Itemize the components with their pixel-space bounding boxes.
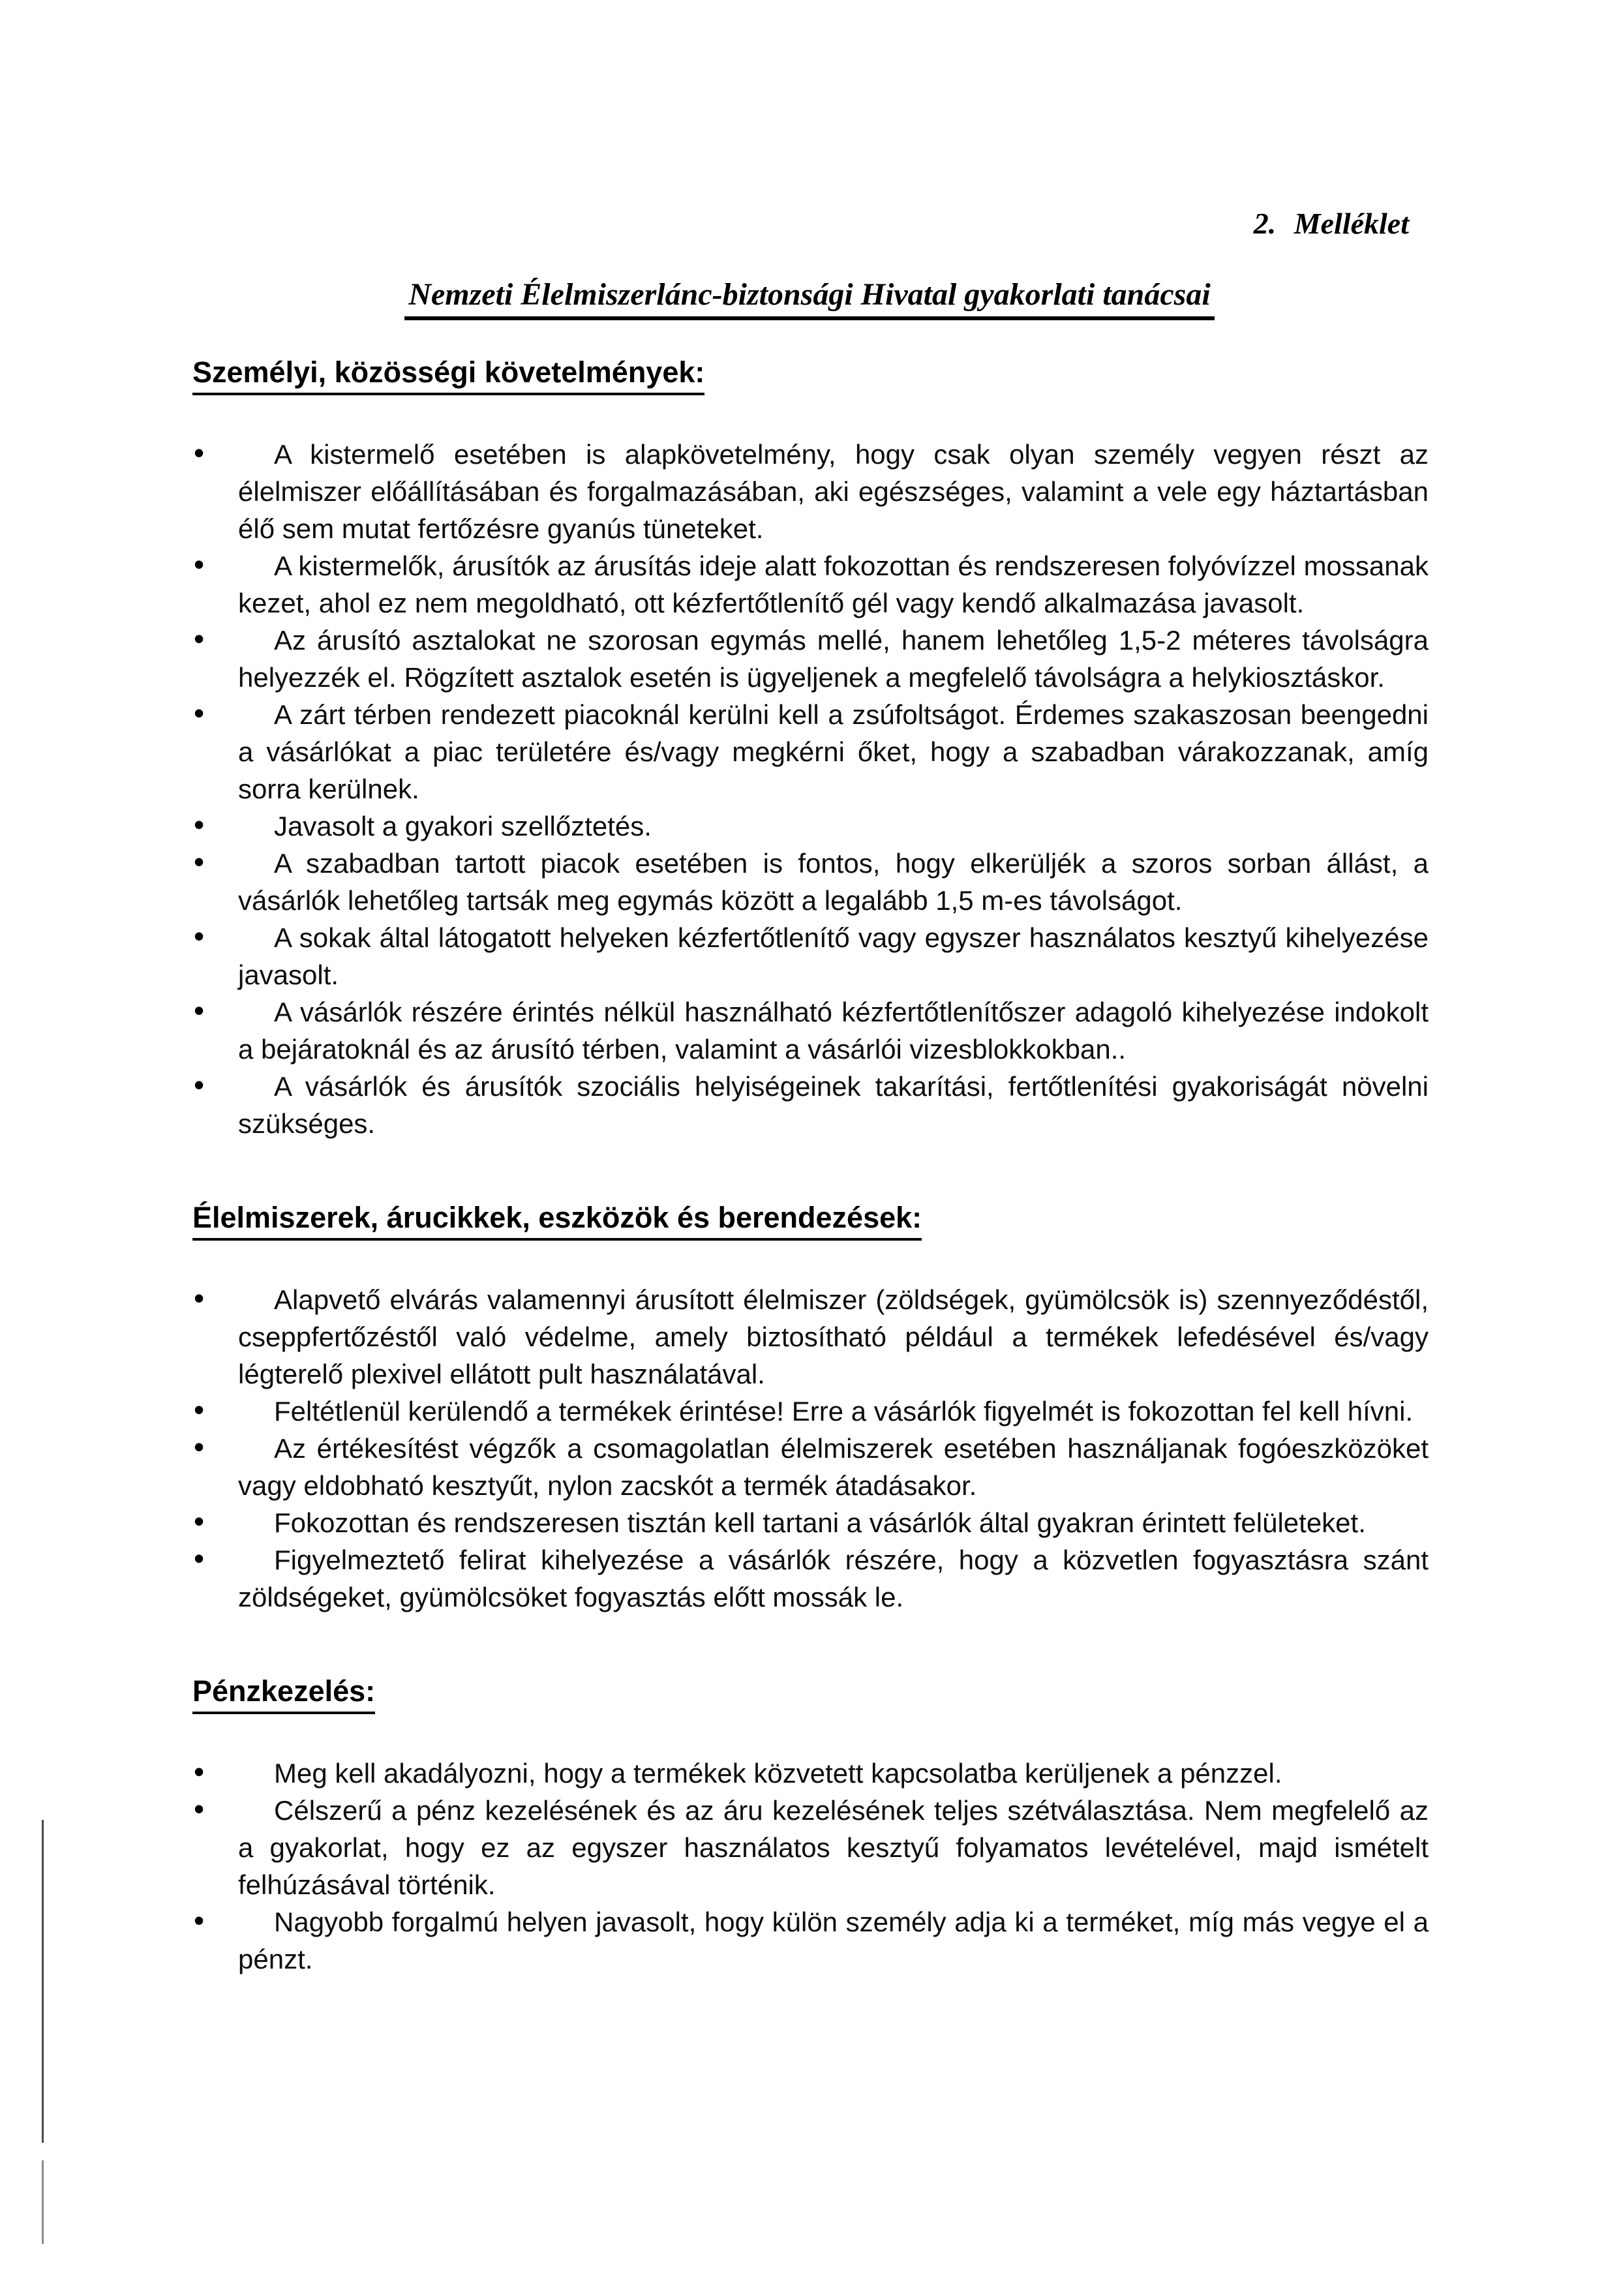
list-item bbox=[192, 1281, 1429, 1393]
bullet-icon: • bbox=[194, 993, 205, 1027]
scan-artifact-line bbox=[42, 1820, 44, 2143]
list-item-text: Fokozottan és rendszeresen tisztán kell tartani a vásárlók által gyakran érintett felületeket. bbox=[274, 1507, 1366, 1538]
list-item bbox=[192, 1792, 1429, 1903]
bullet-list bbox=[192, 436, 1429, 1142]
list-item bbox=[192, 1393, 1429, 1430]
bullet-icon: • bbox=[194, 1393, 205, 1427]
annex-label: 2. Melléklet bbox=[1253, 207, 1409, 240]
bullet-icon: • bbox=[194, 622, 205, 656]
bullet-icon: • bbox=[194, 1541, 205, 1575]
section-heading-text: Személyi, közösségi követelmények: bbox=[192, 355, 704, 395]
list-item-text: Alapvető elvárás valamennyi árusított élelmiszer (zöldségek, gyümölcsök is) szennyeződéstől, cseppfertőzéstől való védelme, amely biztosítható például a termékek lefedésével és/vagy légterelő plexivel ellátott pult használatával. bbox=[238, 1284, 1429, 1389]
bullet-icon: • bbox=[194, 1068, 205, 1102]
list-item-text: Javasolt a gyakori szellőztetés. bbox=[274, 811, 652, 841]
list-item bbox=[192, 808, 1429, 845]
section-heading bbox=[192, 1674, 1429, 1714]
bullet-icon: • bbox=[194, 547, 205, 581]
section-heading-text: Pénzkezelés: bbox=[192, 1674, 375, 1714]
bullet-icon: • bbox=[194, 1281, 205, 1315]
list-item bbox=[192, 622, 1429, 696]
list-item-text: Az értékesítést végzők a csomagolatlan élelmiszerek esetében használjanak fogóeszközöket vagy eldobható kesztyűt, nylon zacskót a termék átadásakor. bbox=[238, 1433, 1429, 1501]
bullet-list bbox=[192, 1281, 1429, 1616]
list-item-text: A szabadban tartott piacok esetében is fontos, hogy elkerüljék a szoros sorban állást, a vásárlók lehetőleg tartsák meg egymás között a legalább 1,5 m-es távolságot. bbox=[238, 848, 1429, 916]
list-item bbox=[192, 1504, 1429, 1541]
bullet-icon: • bbox=[194, 1504, 205, 1538]
list-item bbox=[192, 919, 1429, 993]
list-item bbox=[192, 1903, 1429, 1978]
list-item bbox=[192, 845, 1429, 919]
document-body bbox=[0, 355, 1619, 1978]
list-item bbox=[192, 547, 1429, 622]
list-item-text: Feltétlenül kerülendő a termékek érintése! Erre a vásárlók figyelmét is fokozottan fel kell hívni. bbox=[274, 1396, 1414, 1427]
bullet-icon: • bbox=[194, 1792, 205, 1826]
bullet-icon: • bbox=[194, 1903, 205, 1937]
list-item-text: Nagyobb forgalmú helyen javasolt, hogy külön személy adja ki a terméket, míg más vegye el a pénzt. bbox=[238, 1907, 1429, 1974]
section-heading bbox=[192, 355, 1429, 395]
list-item bbox=[192, 1755, 1429, 1792]
bullet-icon: • bbox=[194, 1755, 205, 1789]
list-item-text: A vásárlók és árusítók szociális helyiségeinek takarítási, fertőtlenítési gyakoriságát növelni szükséges. bbox=[238, 1071, 1429, 1139]
bullet-icon: • bbox=[194, 919, 205, 953]
list-item bbox=[192, 696, 1429, 808]
bullet-icon: • bbox=[194, 1430, 205, 1464]
bullet-icon: • bbox=[194, 696, 205, 730]
list-item-text: Figyelmeztető felirat kihelyezése a vásárlók részére, hogy a közvetlen fogyasztásra szánt zöldségeket, gyümölcsöket fogyasztás előtt mossák le. bbox=[238, 1545, 1429, 1612]
bullet-icon: • bbox=[194, 845, 205, 879]
list-item-text: Célszerű a pénz kezelésének és az áru kezelésének teljes szétválasztása. Nem megfelelő az a gyakorlat, hogy ez az egyszer használatos kesztyű folyamatos levételével, majd ismételt felhúzásával történik. bbox=[238, 1795, 1429, 1900]
bullet-list bbox=[192, 1755, 1429, 1978]
list-item-text: A kistermelő esetében is alapkövetelmény, hogy csak olyan személy vegyen részt az élelmiszer előállításában és forgalmazásában, aki egészséges, valamint a vele egy háztartásban élő sem mutat fertőzésre gyanús tüneteket. bbox=[238, 439, 1429, 544]
list-item bbox=[192, 436, 1429, 547]
list-item bbox=[192, 1068, 1429, 1142]
bullet-icon: • bbox=[194, 808, 205, 841]
bullet-icon: • bbox=[194, 436, 205, 470]
list-item-text: A zárt térben rendezett piacoknál kerülni kell a zsúfoltságot. Érdemes szakaszosan beengedni a vásárlókat a piac területére és/vagy megkérni őket, hogy a szabadban várakozzanak, amíg sorra kerülnek. bbox=[238, 699, 1429, 804]
list-item-text: A kistermelők, árusítók az árusítás ideje alatt fokozottan és rendszeresen folyóvízzel mossanak kezet, ahol ez nem megoldható, ott kézfertőtlenítő gél vagy kendő alkalmazása javasolt. bbox=[238, 551, 1429, 618]
list-item bbox=[192, 1430, 1429, 1504]
list-item bbox=[192, 993, 1429, 1068]
list-item-text: A sokak által látogatott helyeken kézfertőtlenítő vagy egyszer használatos kesztyű kihelyezése javasolt. bbox=[238, 922, 1429, 990]
list-item-text: A vásárlók részére érintés nélkül használható kézfertőtlenítőszer adagoló kihelyezése indokolt a bejáratoknál és az árusító térben, valamint a vásárlói vizesblokkokban.. bbox=[238, 997, 1429, 1065]
document-header bbox=[0, 0, 1619, 320]
list-item-text: Az árusító asztalokat ne szorosan egymás mellé, hanem lehetőleg 1,5-2 méteres távolságra helyezzék el. Rögzített asztalok esetén is ügyeljenek a megfelelő távolságra a helykiosztáskor. bbox=[238, 625, 1429, 693]
list-item bbox=[192, 1541, 1429, 1616]
scan-artifact-line bbox=[42, 2160, 44, 2244]
list-item-text: Meg kell akadályozni, hogy a termékek közvetett kapcsolatba kerüljenek a pénzzel. bbox=[274, 1758, 1282, 1789]
section-heading-text: Élelmiszerek, árucikkek, eszközök és berendezések: bbox=[192, 1201, 922, 1241]
document-title: Nemzeti Élelmiszerlánc-biztonsági Hivatal gyakorlati tanácsai bbox=[404, 277, 1214, 320]
section-heading bbox=[192, 1201, 1429, 1241]
